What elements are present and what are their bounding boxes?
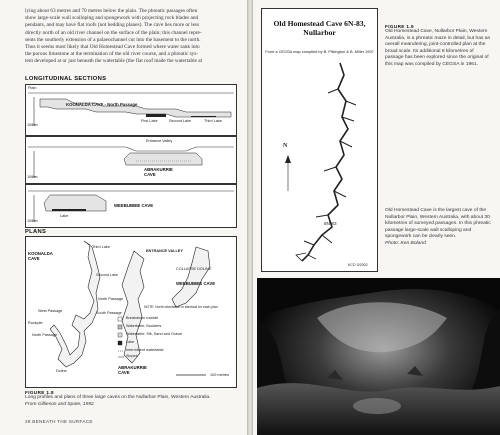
koonalda-section-diagram: [25, 84, 237, 136]
plan-feature: North Passage: [98, 297, 124, 301]
map-cave-label: 6N-83: [324, 221, 337, 226]
caption-source: From Gillieson and Spate, 1992: [25, 401, 94, 407]
map-subtitle: From a CEGSA map compiled by B. Pilkington & B. Miller 1997: [265, 49, 374, 54]
cave-map: [261, 8, 378, 272]
cave-passage-map: [262, 9, 377, 271]
koonalda-profile: [26, 85, 236, 135]
plans-heading: PLANS: [25, 229, 47, 235]
depth-scale: 100 m: [27, 123, 38, 127]
plan-feature: South Passage: [96, 311, 122, 315]
plan-feature: North Passage: [32, 333, 58, 337]
collapse-doline-label: COLLAPSE DOLINE: [176, 267, 212, 271]
body-text: [25, 8, 237, 66]
page-footer: 28 BENEATH THE SURFACE: [25, 419, 93, 424]
weebubbie-section-diagram: [25, 184, 237, 228]
plan-feature: Rockpile: [28, 321, 43, 325]
north-arrow-label: N: [283, 143, 288, 149]
legend-item: Breakdown rockfall: [126, 316, 159, 320]
map-title: Old Homestead Cave 6N-83, Nullarbor: [273, 19, 366, 37]
koonalda-plan-label: KOONALDA CAVE: [28, 251, 53, 261]
caption-text: Old Homestead Cave, Nullarbor Plain, Western Australia, is a phreatic maze in detail, but has an overall meandering, joint-controlled plan at the broad scale. Its additional 8 kilometres of passage has been explored since the original of this map was compiled by CEGSA in 1961.: [385, 29, 491, 67]
cave-photo: [257, 278, 500, 435]
text-line: pendants, and may have flat roofs (not bedding planes). The cave lies more or less: [25, 22, 200, 29]
weebubbie-plan-label: WEEBUBBIE CAVE: [176, 281, 216, 286]
legend-item: Slopes: [126, 354, 138, 358]
figure-label: FIGURE 1.8: [25, 390, 55, 395]
text-line: sents the southerly extension of a palaeochannel cut into the basement to the north.: [25, 36, 201, 43]
figure-caption: [385, 24, 493, 69]
koonalda-section-label: KOONALDA CAVE - North Passage: [66, 102, 138, 107]
photo-caption: [385, 208, 493, 248]
first-lake-label: First Lake: [141, 119, 158, 123]
abrakurrie-section-label: ABRAKURRIE CAVE: [144, 167, 173, 177]
scale-label: 100 metres: [210, 373, 229, 377]
text-line: directly north of an old river channel on the surface of the plain; this channel repre-: [25, 29, 202, 36]
plans-diagram: [25, 236, 237, 388]
plan-feature: West Passage: [38, 309, 63, 313]
entrance-valley-label: Entrance Valley: [146, 139, 173, 143]
abrakurrie-profile: [26, 137, 236, 183]
weebubbie-section-label: WEEBUBBIE CAVE: [114, 203, 154, 208]
lake-label: Lake: [60, 214, 69, 218]
figure-label: FIGURE 1.9: [385, 24, 415, 29]
legend-item: Intermittent watertable: [126, 348, 164, 352]
photo-caption-text: Old Homestead Cave is the largest cave of the Nullarbor Plain, Western Australia, with about 30 kilometres of surveyed passages. In this phreatic passage large-scale wall scalloping and spongework can be clearly seen.: [385, 208, 491, 240]
third-lake-label: Third Lake: [204, 119, 222, 123]
plan-feature: Third Lake: [92, 245, 110, 249]
photo-credit: Photo: Ken Boland: [385, 240, 426, 246]
cave-photo-image: [257, 278, 500, 435]
legend-item: Watertable: Silt, Sand and Gravel: [126, 332, 183, 336]
entrance-valley-plan-label: ENTRANCE VALLEY: [146, 249, 183, 253]
figure-caption: [25, 390, 240, 408]
text-line: show large-scale wall scalloping and spongework with projecting rock blades and: [25, 15, 199, 22]
right-page: [253, 0, 500, 435]
north-note: NOTE: North orientation is identical for each plan: [144, 305, 218, 309]
abrakurrie-plan-label: ABRAKURRIE CAVE: [118, 365, 147, 375]
legend-item: Watertable: Boulders: [126, 324, 162, 328]
map-credit: KCD 3/2002: [348, 263, 368, 267]
text-line: the porous limestone at the termination of the old river course, and a phreatic sys-: [25, 51, 199, 58]
second-lake-label: Second Lake: [169, 119, 192, 123]
depth-scale: 100 m: [27, 175, 38, 179]
longitudinal-heading: LONGITUDINAL SECTIONS: [25, 76, 107, 82]
left-page: [0, 0, 247, 435]
text-line: tem developed at or just beneath the watertable (the flat roof made the watertable at: [25, 58, 203, 65]
plan-feature: Second Lake: [96, 273, 119, 277]
depth-scale: 100 m: [27, 219, 38, 223]
text-line: Thus it seems most likely that Old Homestead Cave formed where water sank into: [25, 44, 200, 51]
text-line: lying about 63 metres and 70 metres below the plain. The phreatic passages often: [25, 8, 198, 14]
plan-feature: Doline: [56, 369, 67, 373]
caption-text: Long profiles and plans of three large caves on the Nullarbor Plain, Western Australia.: [25, 395, 211, 400]
abrakurrie-section-diagram: [25, 136, 237, 184]
legend-item: Lake: [126, 340, 135, 344]
plain-label: Plain: [28, 86, 37, 90]
